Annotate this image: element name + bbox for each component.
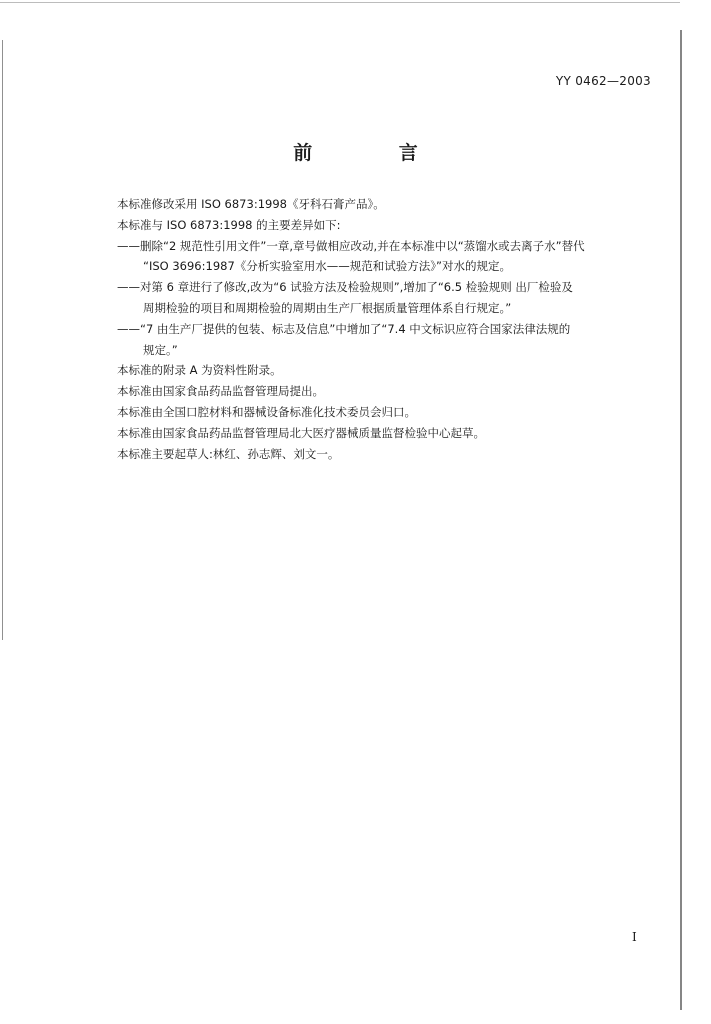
foreword-body — [117, 194, 657, 464]
scan-edge-right — [680, 30, 682, 1010]
item-line: ——对第 6 章进行了修改,改为“6 试验方法及检验规则”,增加了“6.5 检验规则 出厂检验及 — [117, 280, 573, 295]
item-line: “ISO 3696:1987《分析实验室用水——规范和试验方法》”对水的规定。 — [143, 259, 511, 274]
closing-paragraph: 本标准由国家食品药品监督管理局北大医疗器械质量监督检验中心起草。 — [117, 425, 485, 440]
item-line: 周期检验的项目和周期检验的周期由生产厂根据质量管理体系自行规定。” — [143, 300, 512, 315]
standard-code: YY 0462—2003 — [555, 74, 651, 88]
difference-item — [117, 236, 657, 278]
scan-edge-left — [2, 40, 3, 640]
difference-item — [117, 277, 657, 319]
item-line: ——删除“2 规范性引用文件”一章,章号做相应改动,并在本标准中以“蒸馏水或去离子水”替代 — [117, 238, 585, 253]
difference-item — [117, 319, 657, 361]
item-line: 规定。” — [143, 342, 178, 357]
page-title: 前 言 — [293, 142, 458, 164]
paragraph: 本标准修改采用 ISO 6873:1998《牙科石膏产品》。 — [117, 197, 385, 211]
closing-paragraph: 本标准主要起草人:林红、孙志辉、刘文一。 — [117, 446, 340, 461]
paragraph: 本标准与 ISO 6873:1998 的主要差异如下: — [117, 217, 341, 232]
closing-paragraph: 本标准由全国口腔材料和器械设备标准化技术委员会归口。 — [117, 404, 416, 419]
scan-edge-top — [0, 2, 680, 3]
page-number: I — [632, 930, 637, 944]
closing-paragraph: 本标准由国家食品药品监督管理局提出。 — [117, 384, 324, 399]
closing-paragraph: 本标准的附录 A 为资料性附录。 — [117, 363, 282, 378]
item-line: ——“7 由生产厂提供的包装、标志及信息”中增加了“7.4 中文标识应符合国家法律法规的 — [117, 321, 571, 336]
